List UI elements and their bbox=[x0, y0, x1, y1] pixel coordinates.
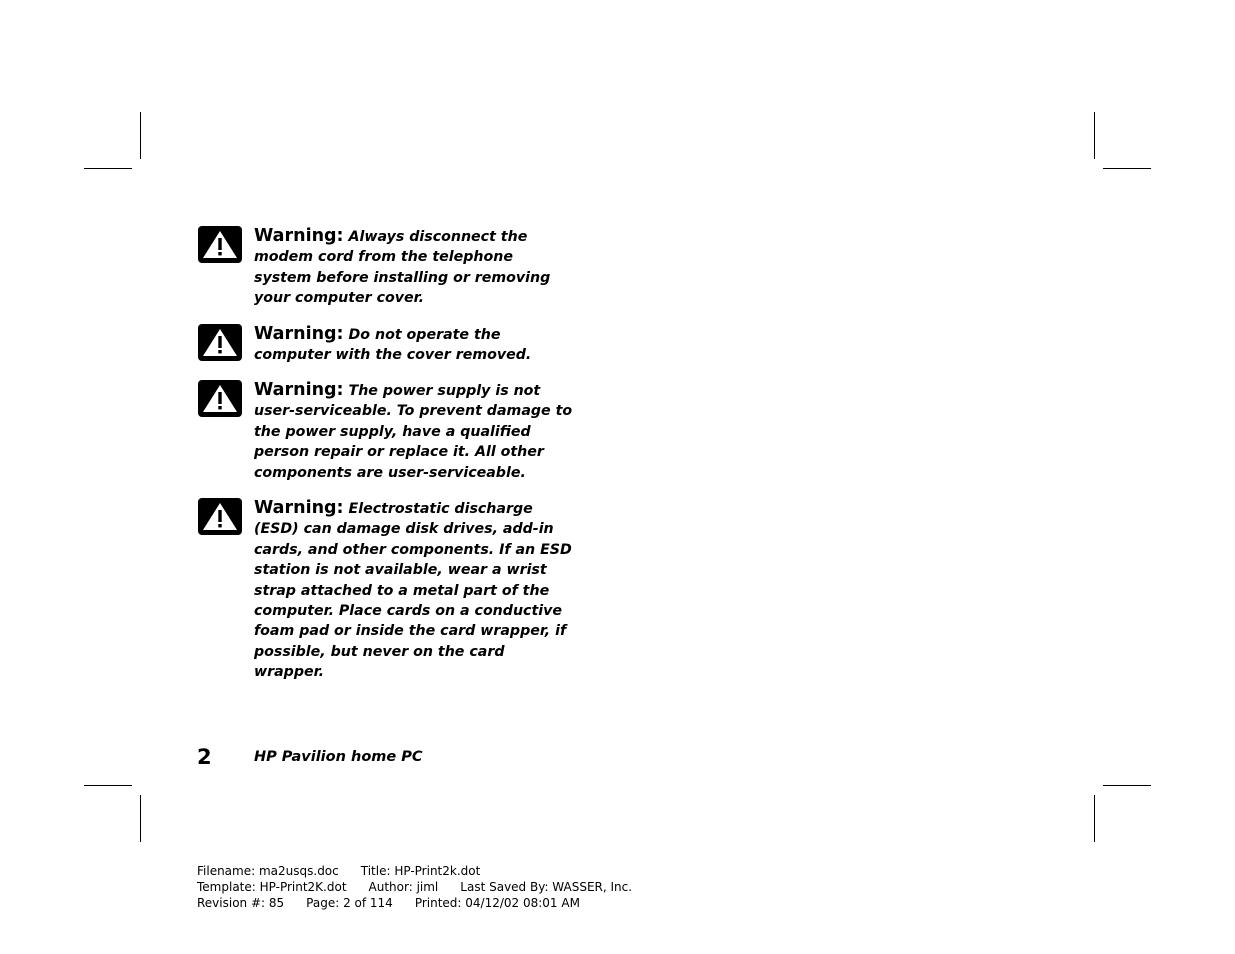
meta-template: Template: HP-Print2K.dot bbox=[197, 880, 347, 894]
meta-author: Author: jiml bbox=[368, 880, 439, 894]
meta-page: Page: 2 of 114 bbox=[306, 896, 393, 910]
doc-metadata-line bbox=[197, 895, 602, 911]
meta-filename: Filename: ma2usqs.doc bbox=[197, 864, 339, 878]
crop-mark bbox=[84, 785, 132, 786]
warning-triangle-icon bbox=[198, 498, 242, 535]
crop-mark bbox=[1094, 112, 1095, 159]
doc-metadata-line bbox=[197, 863, 502, 879]
warning-label: Warning: bbox=[254, 380, 344, 400]
meta-revision: Revision #: 85 bbox=[197, 896, 285, 910]
meta-printed: Printed: 04/12/02 08:01 AM bbox=[414, 896, 580, 910]
warning-body: Electrostatic discharge (ESD) can damage disk drives, add-in cards, and other components. If an ESD station is not available, wear a wrist strap attached to a metal part of the computer. Place cards on a conductive foam pad or inside the card wrapper, if possible, but never on the card wrapper. bbox=[254, 501, 572, 681]
crop-mark bbox=[140, 112, 141, 159]
warning-text bbox=[254, 498, 574, 683]
warning-triangle-icon bbox=[198, 324, 242, 361]
warning-triangle-icon bbox=[198, 380, 242, 417]
crop-mark bbox=[1094, 795, 1095, 842]
warning-triangle-icon bbox=[198, 226, 242, 263]
meta-title: Title: HP-Print2k.dot bbox=[360, 864, 481, 878]
warning-label: Warning: bbox=[254, 324, 344, 344]
meta-last-saved: Last Saved By: WASSER, Inc. bbox=[460, 880, 633, 894]
crop-mark bbox=[1103, 168, 1151, 169]
warning-body: Do not operate the computer with the cover removed. bbox=[254, 327, 532, 364]
warning-text bbox=[254, 380, 574, 483]
crop-mark bbox=[84, 168, 132, 169]
warning-text bbox=[254, 324, 574, 366]
warning-body: Always disconnect the modem cord from the telephone system before installing or removing your computer cover. bbox=[254, 229, 551, 307]
book-title: HP Pavilion home PC bbox=[254, 749, 423, 765]
crop-mark bbox=[140, 795, 141, 842]
doc-metadata-line bbox=[197, 879, 654, 895]
warning-text bbox=[254, 226, 574, 309]
warning-body: The power supply is not user-serviceable. To prevent damage to the power supply, have a qualified person repair or replace it. All other components are user-serviceable. bbox=[254, 383, 573, 481]
warning-label: Warning: bbox=[254, 498, 344, 518]
warning-label: Warning: bbox=[254, 226, 344, 246]
page-number: 2 bbox=[197, 745, 212, 769]
crop-mark bbox=[1103, 785, 1151, 786]
